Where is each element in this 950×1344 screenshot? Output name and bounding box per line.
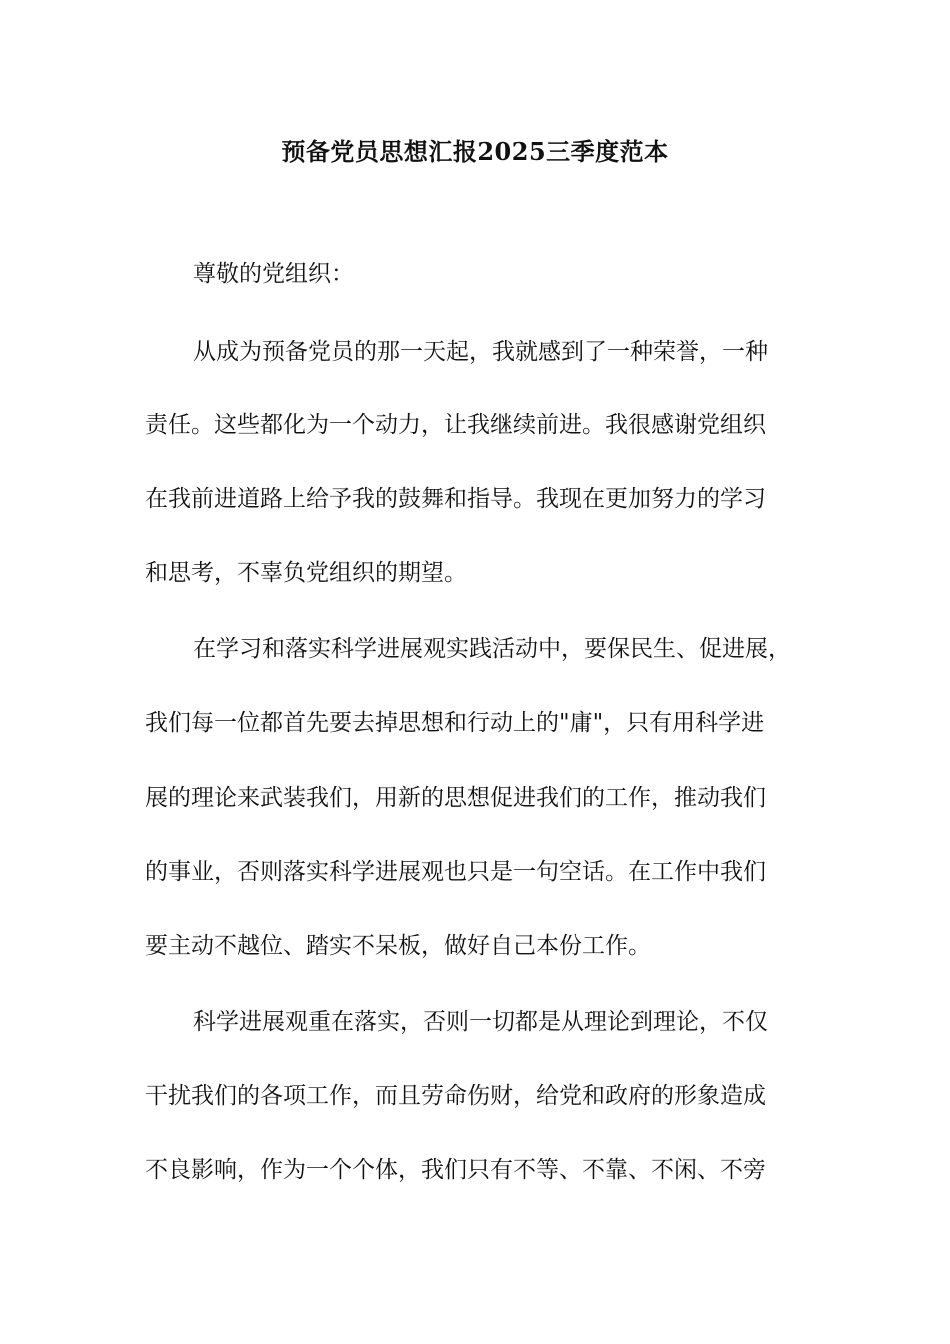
paragraph-2-line-3: 展的理论来武装我们，用新的思想促进我们的工作，推动我们	[145, 785, 766, 811]
paragraph-2-line-1: 在学习和落实科学进展观实践活动中，要保民生、促进展，	[193, 636, 791, 662]
paragraph-2-line-4: 的事业，否则落实科学进展观也只是一句空话。在工作中我们	[145, 859, 766, 885]
paragraph-1-line-4: 和思考，不辜负党组织的期望。	[145, 560, 467, 586]
paragraph-1-line-2: 责任。这些都化为一个动力，让我继续前进。我很感谢党组织	[145, 412, 766, 438]
paragraph-3-line-1: 科学进展观重在落实，否则一切都是从理论到理论，不仅	[193, 1009, 768, 1035]
paragraph-3-line-2: 干扰我们的各项工作，而且劳命伤财，给党和政府的形象造成	[145, 1083, 766, 1109]
paragraph-3-line-3: 不良影响，作为一个个体，我们只有不等、不靠、不闲、不旁	[145, 1157, 766, 1183]
page-title: 预备党员思想汇报2025三季度范本	[281, 137, 669, 166]
paragraph-2-line-5: 要主动不越位、踏实不呆板，做好自己本份工作。	[145, 933, 651, 959]
paragraph-2-line-2: 我们每一位都首先要去掉思想和行动上的"庸"，只有用科学进	[145, 710, 765, 736]
paragraph-1-line-1: 从成为预备党员的那一天起，我就感到了一种荣誉，一种	[193, 339, 768, 365]
paragraph-1-line-3: 在我前进道路上给予我的鼓舞和指导。我现在更加努力的学习	[145, 486, 766, 512]
salutation: 尊敬的党组织：	[193, 261, 354, 287]
